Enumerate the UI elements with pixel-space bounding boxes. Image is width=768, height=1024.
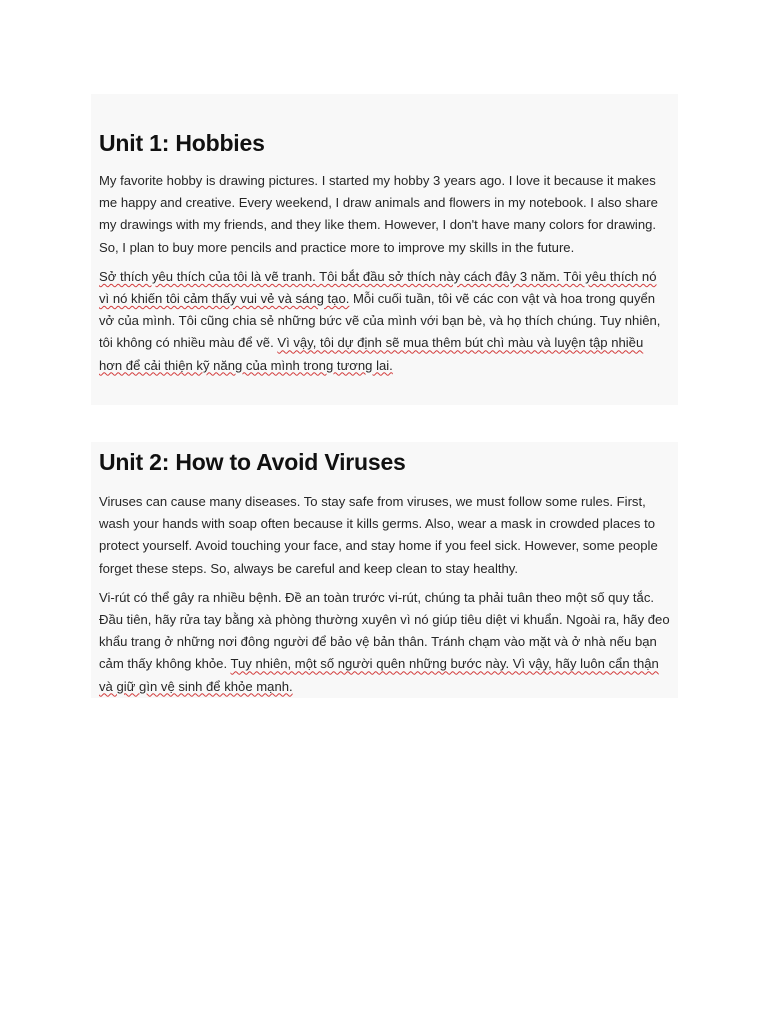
unit-1-title: Unit 1: Hobbies	[99, 130, 265, 156]
vietnamese-text: Vi-rút có thể gây ra nhiều bệnh. Đề an toàn trước vi-rút, chúng ta phải tuân theo một số quy tắc. Đầu tiên, hãy rửa tay bằng xà phòng thường xuyên vì nó giúp tiêu diệt vi khuẩn. Ngoài ra, hãy đeo khẩu trang ở những nơi đông người để bảo vệ bản thân. Tránh chạm vào mặt và ở nhà nếu bạn cảm thấy không khỏe.	[99, 589, 670, 672]
unit-1-english-paragraph: My favorite hobby is drawing pictures. I started my hobby 3 years ago. I love it because it makes me happy and creative. Every weekend, I draw animals and flowers in my notebook. I also share my drawings with my friends, and they like them. However, I don't have many colors for drawing. So, I plan to buy more pencils and practice more to improve my skills in the future.	[99, 173, 658, 255]
unit-2-title: Unit 2: How to Avoid Viruses	[99, 449, 406, 475]
vietnamese-text-flagged: Tuy nhiên, một số người quên những bước này. Vì vậy, hãy luôn cẩn thận và giữ gìn vệ sinh để khỏe mạnh.	[99, 656, 659, 694]
unit-1-vietnamese-paragraph	[99, 266, 670, 377]
unit-2-section	[91, 442, 678, 698]
vietnamese-text-flagged: Sở thích yêu thích của tôi là vẽ tranh. Tôi bắt đầu sở thích này cách đây 3 năm. Tôi yêu thích nó vì nó khiến tôi cảm thấy vui vẻ và sáng tạo.	[99, 268, 657, 307]
unit-1-section	[91, 94, 678, 405]
vietnamese-text: Mỗi cuối tuần, tôi vẽ các con vật và hoa trong quyển vở của mình. Tôi cũng chia sẻ những bức vẽ của mình với bạn bè, và họ thích chúng. Tuy nhiên, tôi không có nhiều màu để vẽ.	[99, 291, 661, 351]
unit-2-english-paragraph: Viruses can cause many diseases. To stay safe from viruses, we must follow some rules. First, wash your hands with soap often because it kills germs. Also, wear a mask in crowded places to protect yourself. Avoid touching your face, and stay home if you feel sick. However, some people forget these steps. So, always be careful and keep clean to stay healthy.	[99, 494, 658, 576]
unit-2-vietnamese-paragraph	[99, 587, 670, 698]
vietnamese-text-flagged: Vì vậy, tôi dự định sẽ mua thêm bút chì màu và luyện tập nhiều hơn để cải thiện kỹ năng của mình trong tương lai.	[99, 335, 644, 373]
